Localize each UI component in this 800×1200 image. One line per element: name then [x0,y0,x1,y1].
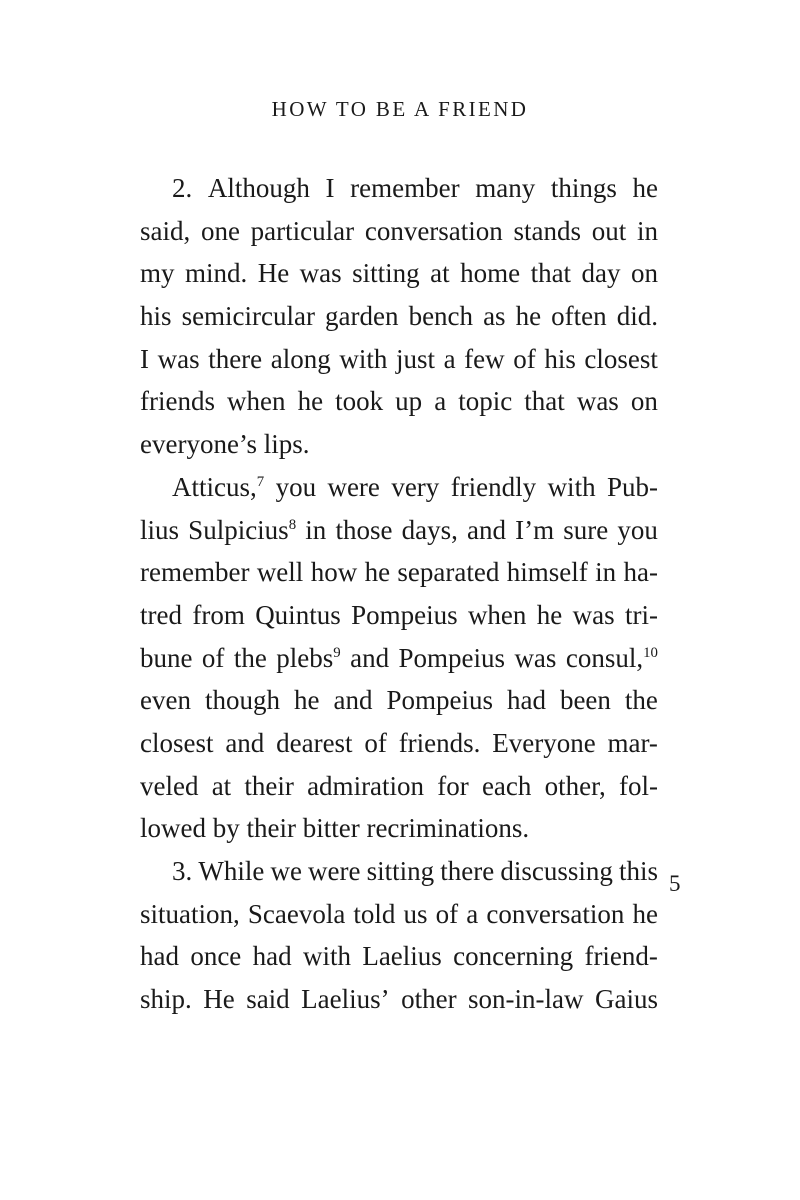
word: had [140,941,179,972]
word: you [617,514,658,545]
word: and [225,727,265,758]
word: he [536,599,563,630]
word: days, [401,514,458,545]
word: lowed [140,813,206,844]
word: son-in-law [468,984,584,1015]
word: home [460,258,521,289]
word: was [576,386,619,417]
word: many [475,173,536,203]
word: Laelius [362,941,442,972]
word: a [466,898,479,929]
text-line [140,935,658,978]
word: often [551,301,607,332]
word: had [252,941,292,972]
word: their [246,813,296,844]
text-line [140,807,658,850]
word: admiration [307,770,425,801]
word: as [483,301,506,332]
word: he [297,386,324,417]
word: sitting [352,258,420,289]
word: along [270,343,331,374]
word: friendly [450,471,537,502]
word: Quintus [255,599,341,630]
word: recriminations. [366,813,530,844]
word: from [192,599,245,630]
word: in [305,514,327,545]
word: just [395,343,435,374]
word: Pub- [606,471,658,502]
word: Pompeius [351,599,458,630]
word: He [203,984,235,1015]
word: were [327,471,380,502]
word: day [581,258,621,289]
text-line [140,722,658,765]
word: remember [140,557,250,588]
word: once [190,941,242,972]
word: was [157,343,200,374]
word: did. [616,301,658,332]
word: of [364,727,387,758]
word: ha- [623,557,658,588]
text-line [140,850,658,893]
word: his [140,301,172,332]
word: he [515,301,542,332]
word: conversation [486,898,625,929]
word: for [437,770,469,801]
word: the [624,685,658,716]
word: mind. [184,258,248,289]
word: with [547,471,596,502]
word: had [506,685,546,716]
word: few [464,343,505,374]
word: stands [513,215,582,246]
word: Gaius [595,984,658,1015]
word: by [212,813,240,844]
word: other [401,984,457,1015]
footnote-marker: 8 [288,516,297,533]
word: was [299,258,342,289]
word: he [364,557,391,588]
word: and [467,514,506,545]
word: at [211,770,232,801]
word: when [467,599,527,630]
word: concerning [453,941,574,972]
word: he [632,898,658,929]
word: Pompeius [386,685,493,716]
word: 2. [172,173,193,203]
word: one [200,215,240,246]
word: his [544,343,576,374]
word: fol- [618,770,658,801]
footnote-marker: 9 [333,644,341,661]
word: said, [140,215,191,246]
word: veled [140,770,199,801]
word: on [630,258,658,289]
word: remember [350,173,460,203]
word: this [618,856,658,886]
word: of [513,343,536,374]
word: things [550,173,617,203]
word: even [140,685,191,716]
word: closest [584,343,658,374]
text-line [140,765,658,808]
word: took [335,386,384,417]
footnote-marker: 10 [643,644,658,661]
word: told [353,898,396,929]
text-line [140,551,658,594]
word: Everyone [492,727,596,758]
word: I’m [515,514,555,545]
word: Laelius’ [301,984,390,1015]
word: separated [397,557,500,588]
word: in [636,215,658,246]
word: bench [408,301,474,332]
text-line [140,252,658,295]
word: with [302,941,351,972]
word: of [435,898,459,929]
word: how [310,557,358,588]
word: there [208,343,263,374]
word: tred [140,599,182,630]
word: I [140,343,149,374]
text-line [140,978,658,1021]
word: consul,$^{10}$ [565,642,658,673]
text-line [140,509,658,552]
word: out [591,215,627,246]
word: I [325,173,335,203]
word: with [339,343,388,374]
word: lips. [263,429,310,460]
text-line [140,295,658,338]
word: Scaevola [247,898,346,929]
text-line [140,423,658,466]
word: we [270,856,302,886]
word: lius [140,514,180,545]
word: their [244,770,294,801]
word: though [204,685,280,716]
word: situation, [140,898,240,929]
text-line [140,679,658,722]
word: sure [563,514,609,545]
word: conversation [364,215,503,246]
word: my [140,258,175,289]
word: well [256,557,304,588]
text-line [140,167,658,210]
word: you [275,471,317,502]
page-number: 5 [669,871,681,896]
word: semicircular [181,301,315,332]
text-line [140,466,658,509]
word: 3. [172,856,193,886]
word: dearest [276,727,353,758]
word: and [333,685,373,716]
word: plebs$^9$ [276,642,341,673]
word: friend- [584,941,658,972]
running-head: HOW TO BE A FRIEND [271,97,529,121]
word: mar- [607,727,658,758]
text-line [140,338,658,381]
word: up [395,386,423,417]
word: was [514,642,557,673]
word: bitter [302,813,360,844]
text-line [140,637,658,680]
word: friends [140,386,215,417]
word: each [481,770,532,801]
word: very [391,471,440,502]
word: tri- [624,599,658,630]
text-line [140,893,658,936]
word: bune [140,642,193,673]
word: and [350,642,390,673]
word: of [201,642,225,673]
word: Pompeius [398,642,506,673]
word: While [198,856,265,886]
word: a [443,343,456,374]
word: there [440,856,495,886]
word: sitting [366,856,435,886]
word: closest [140,727,214,758]
word: when [227,386,286,417]
word: topic [458,386,513,417]
word: Sulpicius$^8$ [188,514,297,545]
word: been [559,685,611,716]
word: the [233,642,267,673]
word: a [434,386,447,417]
word: discussing [500,856,613,886]
word: friends. [398,727,481,758]
word: garden [325,301,399,332]
word: that [530,258,572,289]
word: those [335,514,393,545]
word: he [632,173,658,203]
word: He [257,258,290,289]
word: said [246,984,290,1015]
word: he [293,685,320,716]
footnote-marker: 7 [256,473,265,490]
word: everyone’s [140,429,257,460]
word: Atticus,$^7$ [172,471,265,502]
word: himself [506,557,588,588]
word: at [430,258,450,289]
text-line [140,594,658,637]
word: that [524,386,565,417]
word: particular [250,215,355,246]
word: were [308,856,361,886]
word: ship. [140,984,192,1015]
word: on [630,386,658,417]
word: in [595,557,617,588]
text-line [140,210,658,253]
word: Although [207,173,310,203]
text-line [140,380,658,423]
word: other, [544,770,606,801]
body-text [140,167,658,1021]
word: us [403,898,428,929]
word: was [572,599,615,630]
